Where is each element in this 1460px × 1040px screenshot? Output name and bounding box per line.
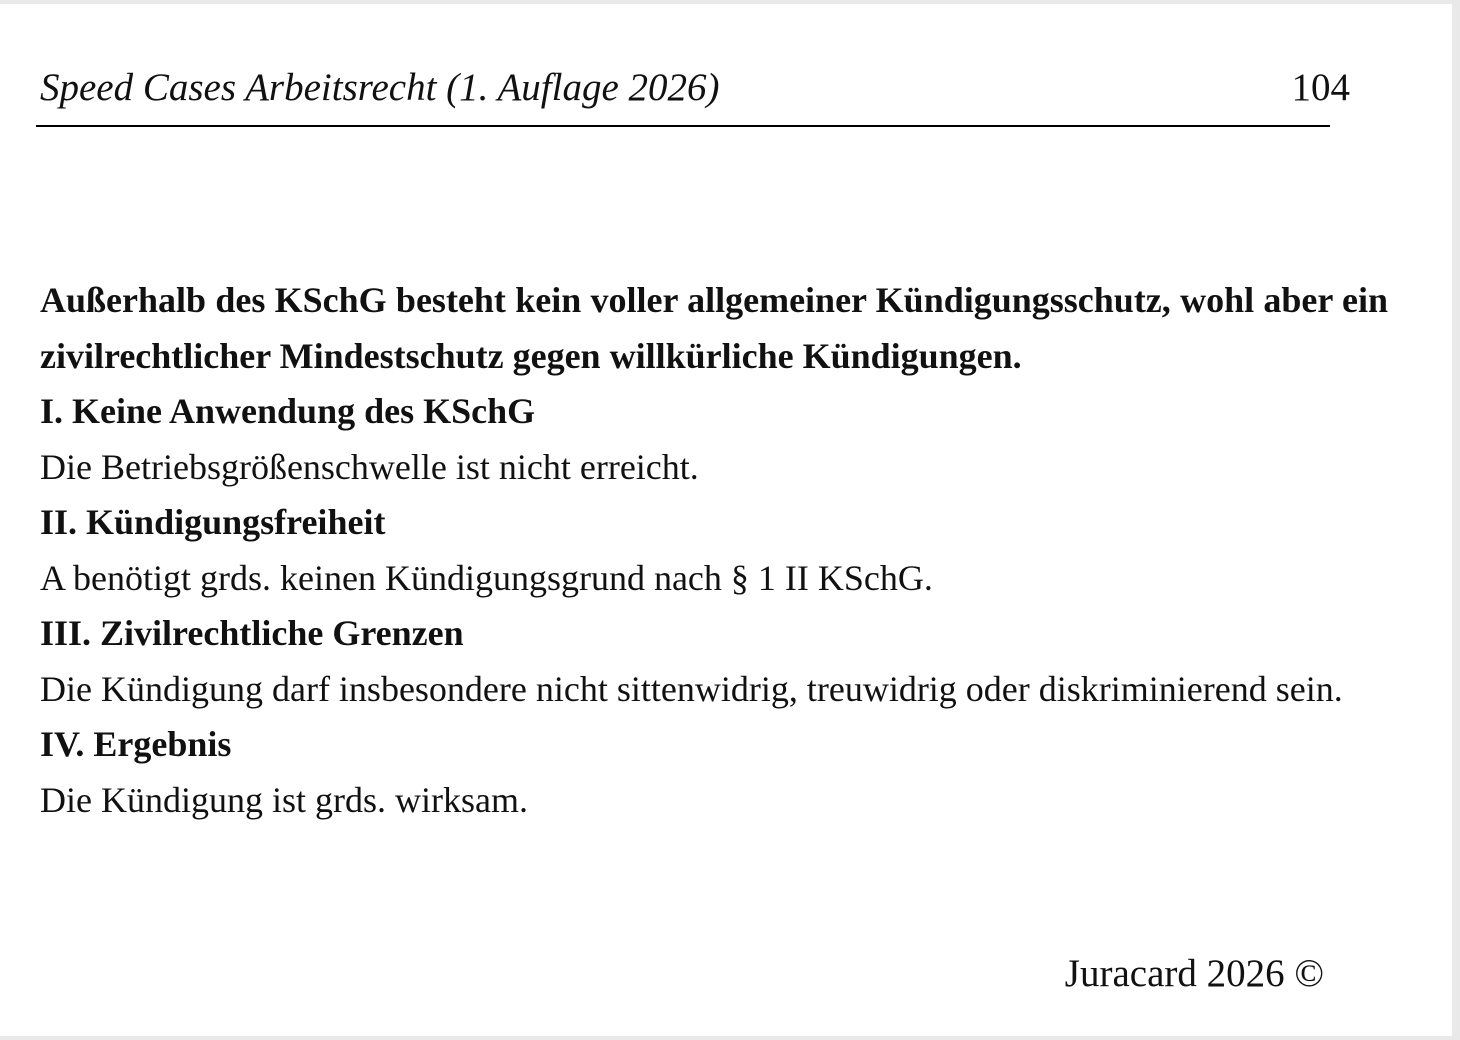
section-text-ii: A benötigt grds. keinen Kündigungsgrund nach § 1 II KSchG.	[40, 557, 933, 598]
page-number: 104	[1291, 66, 1350, 109]
section-text-iii: Die Kündigung darf insbesondere nicht sittenwidrig, treuwidrig oder diskriminierend sein.	[40, 668, 1343, 709]
section-text-i: Die Betriebsgrößenschwelle ist nicht erreicht.	[40, 446, 699, 487]
section-heading-ii: II. Kündigungsfreiheit	[40, 502, 386, 542]
section-heading-iii: III. Zivilrechtliche Grenzen	[40, 613, 464, 653]
lead-statement: Außerhalb des KSchG besteht kein voller allgemeiner Kündigungsschutz, wohl aber ein zivilrechtlicher Mindestschutz gegen willkürliche Kündigungen.	[40, 280, 1388, 376]
case-content	[40, 273, 1388, 828]
section-text-iv: Die Kündigung ist grds. wirksam.	[40, 779, 528, 820]
book-title: Speed Cases Arbeitsrecht (1. Auflage 2026)	[40, 66, 720, 109]
section-heading-iv: IV. Ergebnis	[40, 724, 232, 764]
section-heading-i: I. Keine Anwendung des KSchG	[40, 391, 536, 431]
document-page	[0, 4, 1452, 1036]
header-divider	[36, 125, 1330, 127]
page-header	[40, 60, 1350, 116]
copyright-notice: Juracard 2026 ©	[1064, 952, 1324, 995]
